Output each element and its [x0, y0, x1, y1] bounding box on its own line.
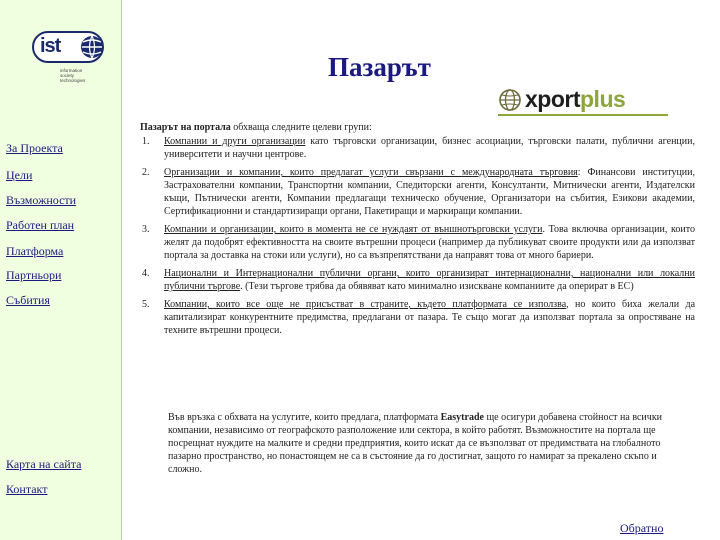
list-item-link[interactable]: Компании и други организации [164, 136, 306, 147]
nav-work-plan[interactable]: Работен план [6, 218, 75, 232]
list-item-number: 3. [142, 224, 150, 235]
sidebar [0, 0, 122, 540]
list-item [140, 267, 695, 293]
closing-paragraph [168, 411, 693, 476]
list-item-number: 5. [142, 299, 150, 310]
intro-bold: Пазарът на портала [140, 122, 231, 133]
list-item-text: като търговски организации, бизнес асоциации, търговски палати, публични агенции, университети и научни центрове. [164, 136, 695, 160]
ist-logo-subtext: information society technologies [60, 68, 86, 83]
easytrade-name: Easytrade [440, 412, 484, 423]
list-item-text: . Това включва организации, които желят да подобрят ефективността на своите вътрешни процеси (например да публикуват своите продукти или да използват портала за доставка на стоки или услуги), но са възпрепятствани да направят това от много бариери. [164, 224, 695, 261]
list-item-number: 4. [142, 268, 150, 279]
list-item-text: . (Тези търгове трябва да обявяват като минимално изискване компаниите да оперират в ЕС) [240, 281, 634, 292]
nav-platform[interactable]: Платформа [6, 244, 64, 258]
page-title: Пазарът [328, 52, 431, 82]
list-item-number: 1. [142, 136, 150, 147]
ist-logo-text: ist [40, 35, 61, 57]
list-item [140, 298, 695, 337]
back-link[interactable]: Обратно [620, 521, 664, 535]
xportplus-logo-word1: xport [525, 86, 580, 112]
nav-about-project[interactable]: За Проекта [6, 141, 63, 155]
nav-partners[interactable]: Партньори [6, 268, 62, 282]
nav-contact[interactable]: Контакт [6, 482, 48, 496]
intro-rest: обхваща следните целеви групи: [230, 122, 372, 133]
list-item-link[interactable]: Компании и организации, които в момента не се нуждаят от външнотърговски услуги [164, 224, 543, 235]
xportplus-logo [498, 86, 673, 116]
xportplus-logo-text [525, 86, 625, 113]
target-groups-list [140, 135, 695, 337]
list-item [140, 135, 695, 161]
list-item [140, 166, 695, 218]
nav-sitemap[interactable]: Карта на сайта [6, 457, 82, 471]
globe-icon [498, 88, 522, 112]
list-item [140, 223, 695, 262]
nav-events[interactable]: Събития [6, 293, 50, 307]
list-item-number: 2. [142, 167, 150, 178]
list-item-text: , но които биха желали да капитализират конкурентните предимства, предлагани от пазара. Те също могат да използват портала за опростяване на техните вътрешни процеси. [164, 299, 696, 336]
intro-paragraph [140, 121, 695, 134]
list-item-link[interactable]: Организации и компании, които предлагат услуги свързани с международната търговия [164, 167, 578, 178]
closing-post: ще осигури добавена стойност на всички компании, независимо от географското разположение или сектора, в който работят. Възможностите на портала ще посрещнат нуждите на малките и средни предприятия, които искат да се възползват от предимствата на глобалното пазарно пространство, но понастоящем не са в състояние да го достигнат, защото го намират за прекалено скъпо и сложно. [168, 412, 663, 475]
closing-pre: Във връзка с обхвата на услугите, които предлага, платформата [168, 412, 441, 423]
list-item-link[interactable]: Национални и Интернационални публични органи, които организират интернационални, национални или локални публични търгове [164, 268, 695, 292]
nav-opportunities[interactable]: Възможности [6, 193, 77, 207]
list-item-link[interactable]: Компании, които все още не присъстват в страните, където платформата се използва [164, 299, 567, 310]
list-item-text: : Финансови институции, Застрахователни компании, Транспортни компании, Спедиторски агенти, Консултанти, Митнически агенти, Издателски къщи, Пътнически агенти, Компании предлагащи техническо обучение, Организатори на събития, Езикови академии, Сертификационни и стандартизиращи органи, Пакетиращи и маркиращи компании. [164, 167, 696, 217]
logo-underline [498, 114, 668, 116]
nav-goals[interactable]: Цели [6, 168, 33, 182]
main-content [140, 121, 695, 342]
ist-logo[interactable] [30, 30, 110, 90]
xportplus-logo-word2: plus [580, 86, 626, 112]
